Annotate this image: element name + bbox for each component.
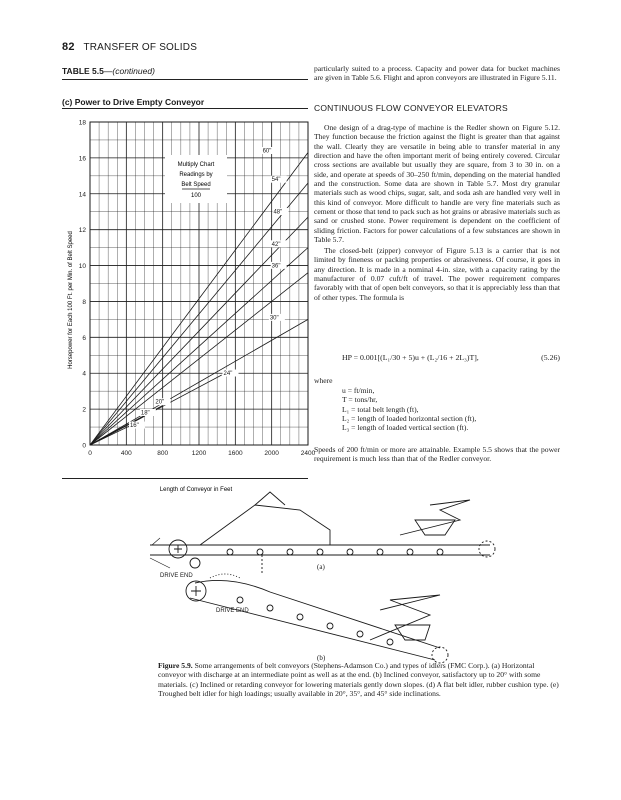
series-label: 16" [129,423,139,430]
y-tick-label: 0 [82,442,86,450]
chart-title: (c) Power to Drive Empty Conveyor [62,97,205,107]
x-tick-label: 1200 [191,450,207,457]
series-label: 54" [271,177,281,184]
formula-number: (5.26) [541,353,560,362]
figure-caption [158,661,562,698]
drive-support-a [150,538,170,568]
figure-label-a: (a) [317,563,325,571]
intro-paragraph: particularly suited to a process. Capacity and power data for bucket machines are given in Table 5.6. Flight and apron conveyors are illustrated in Figure 5.11. [314,64,560,83]
definition-item: L₁ = total belt length (ft), [342,404,419,414]
series-label: 60" [262,148,272,155]
paragraph-redler: One design of a drag-type of machine is the Redler shown on Figure 5.12. They function because the friction against the flight is greater than that against the wall. Clearly they are versatile in being able to transfer material in any direction and have the often important merit of being entirely covered. Circular cross sections are available but usually they are square, from 3 to 30 in. on a side, and operate at speeds of 30–250 ft/min, depending on the material handled and the construction. Some data are shown in Table 5.7. Most dry granular materials such as wood chips, sugar, salt, and soda ash are handled very well in this kind of conveyor. More difficult to handle are very fine materials such as cement or those that tend to pack such as hot grains or abrasive materials such as sand or crushed stone. Power requirement is dependent on the coefficient of sliding friction. Factors for power calculations of a few substances are shown in Table 5.7. [314,123,560,245]
y-tick-label: 16 [78,155,86,163]
figure-label-b: (b) [317,654,326,662]
y-axis-label: Horsepower for Each 100 Ft. per Min. of Belt Speed [68,231,74,369]
y-tick-label: 8 [82,298,86,306]
x-tick-label: 1600 [228,450,243,457]
running-title: TRANSFER OF SOLIDS [83,42,198,53]
page-number: 82 [62,41,75,53]
loading-hopper-a [400,500,470,535]
annotation-line-1: Multiply Chart [177,162,215,168]
idlers-a [227,549,443,555]
tripper-head-a [255,492,285,505]
annotation-denominator: 100 [190,193,202,199]
annotation-line-3: Belt Speed [181,182,211,188]
x-tick-label: 2400 [300,450,316,457]
pulley-hub-a [174,545,182,553]
definition-item: T = tons/hr, [342,395,378,405]
x-tick-label: 0 [88,450,92,457]
loading-hopper-b [370,595,440,640]
x-tick-label: 2000 [264,450,279,457]
x-tick-label: 400 [120,450,132,457]
table-label: TABLE 5.5 [62,66,104,76]
where-label: where [314,376,333,385]
drive-end-label-b: DRIVE END [216,608,249,614]
series-label: 24" [223,371,233,378]
material-pile-b [210,574,240,578]
definition-item: L₂ = length of loaded horizontal section (ft), [342,414,477,424]
y-tick-label: 14 [78,191,86,199]
y-tick-label: 10 [78,263,86,271]
figure-caption-label: Figure 5.9. [158,661,193,670]
y-tick-label: 4 [82,370,86,378]
hopper-chute-a [415,520,455,535]
paragraph-speeds: Speeds of 200 ft/min or more are attainable. Example 5.5 shows that the power requirement is much less than that of the Redler conveyor. [314,445,560,464]
figure-caption-text: Some arrangements of belt conveyors (Stephens-Adamson Co.) and types of idlers (FMC Corp.). (a) Horizontal conveyor with discharge at an intermediate point as well as at the end. (b) Inclined conveyor, satisfactory up to 20° with some materials. (c) Inclined or retarding conveyor for lowering materials gently down slopes. (d) A flat belt idler, rubber cushion type. (e) Troughed belt idler for high loadings; usually available in 20°, 35°, and 45° side inclinations. [158,661,559,698]
series-label: 30" [269,315,279,322]
series-label: 18" [140,410,150,417]
conveyor-b-drawing [186,574,448,663]
formula-expression: HP = 0.001[(L₁/30 + 5)u + (L₂/16 + 2L₃)T], [342,353,479,362]
table-suffix: —(continued) [103,66,155,76]
y-tick-label: 2 [82,406,86,414]
tripper-frame-a [200,505,330,545]
x-axis-label: Length of Conveyor in Feet [159,487,233,493]
snub-pulley-a [190,558,200,568]
pulley-hub-b [191,586,201,596]
y-tick-label: 6 [82,334,86,342]
definition-item: L₃ = length of loaded vertical section (ft). [342,423,469,433]
section-title: CONTINUOUS FLOW CONVEYOR ELEVATORS [314,103,508,113]
annotation-line-2: Readings by [179,172,213,178]
y-tick-label: 18 [78,119,86,127]
series-label: 36" [271,263,281,270]
definition-item: u = ft/min, [342,386,375,395]
drive-end-label-a: DRIVE END [160,573,193,579]
series-label: 42" [271,241,281,248]
series-label: 20" [155,399,165,406]
series-label: 48" [273,209,283,216]
x-tick-label: 800 [157,450,169,457]
idlers-b [237,597,393,645]
paragraph-zipper: The closed-belt (zipper) conveyor of Figure 5.13 is a carrier that is not limited by fineness or packing properties or abrasiveness. Of course, it goes in any direction. It is made in a nominal 4-in. size, with a capacity rating by the manufacturer of 0.07 cuft/ft of travel. The power requirement compares favorably with that of open belt conveyors, so that it is appreciably less than that of other types. The formula is [314,246,560,302]
y-tick-label: 12 [78,227,86,235]
